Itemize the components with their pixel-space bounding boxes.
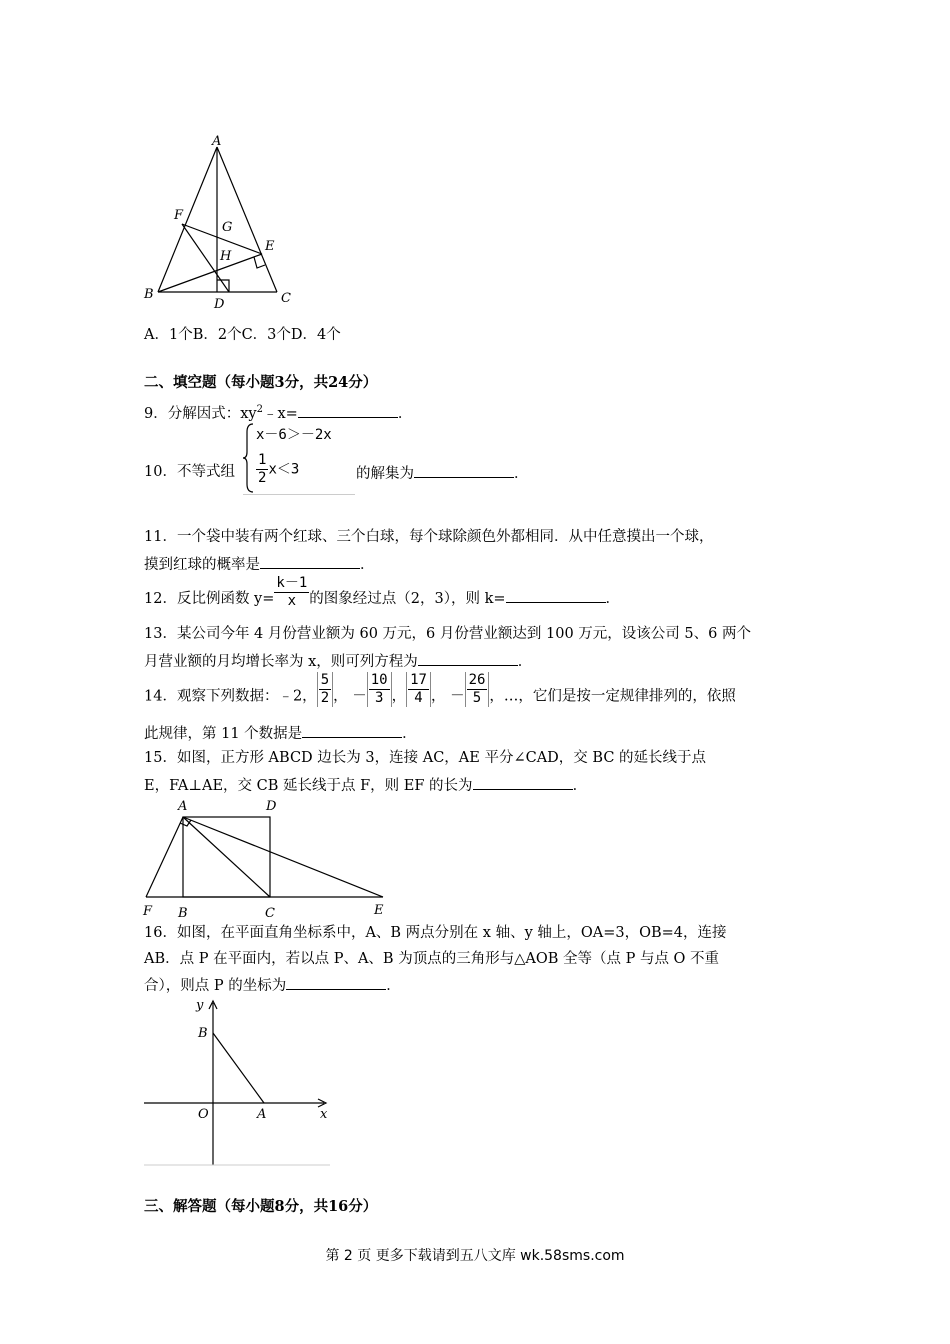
q9-end: ． [397,405,413,422]
q14-suffix: ，…，它们是按一定规律排列的，依照 [489,688,736,705]
q14-f1-num: 5 [320,672,330,688]
fig3-label-x: x [320,1107,328,1122]
q13-line2-wrap [144,650,532,672]
section3-heading: 三、解答题（每小题8分，共16分） [144,1198,378,1215]
q15-line1: 15．如图，正方形 ABCD 边长为 3，连接 AC，AE 平分∠CAD，交 BC 的延长线于点 [144,750,707,766]
q14-line1: 14．观察下列数据：﹣2， $\frac{5}{2}$ ， － $\frac{10}{3}$ ， $\frac{17}{4}$ ， － $\frac{26}{5}$ ，…，它们是按一定规律排列的，依照 [144,672,736,706]
q16-end: ． [386,978,401,994]
label-e: E [265,239,275,254]
q13-answer-blank[interactable] [418,650,518,666]
q12-answer-blank[interactable] [506,587,606,603]
q15-line2-wrap [144,774,587,796]
fig3-label-y: y [196,998,204,1013]
q14-f3-den: 4 [414,690,423,706]
q15-line2: E，FA⊥AE，交 CB 延长线于点 F，则 EF 的长为 [144,778,473,794]
fig2-label-b: B [178,906,188,921]
q12-end: ． [605,591,621,607]
segment-ae [183,817,383,897]
square-figure [140,795,395,925]
q9-prefix: 9．分解因式：xy [144,405,257,422]
fig3-label-b: B [198,1026,208,1041]
q10-end: ． [514,466,529,482]
label-b: B [144,287,154,302]
q14-prefix: 14．观察下列数据：﹣2， [144,688,317,705]
q14-f4-num: 26 [468,672,486,688]
q12 [144,574,621,610]
label-c: C [281,291,291,306]
fig3-label-a: A [257,1107,267,1122]
q11-line2: 摸到红球的概率是 [144,557,260,573]
coordinate-figure [140,995,340,1170]
q14-end: ． [402,726,417,742]
q15-end: ． [572,778,588,794]
q10-frac-den: 2 [258,470,267,486]
fig3-label-o: O [198,1107,209,1122]
fig2-label-f: F [143,904,153,919]
q16-line3-wrap [144,974,401,996]
fig2-label-c: C [265,906,275,921]
q14-line2-wrap [144,722,417,744]
q9-suffix: ﹣x= [262,405,298,422]
fig2-label-e: E [374,903,384,918]
q14-f2-num: 10 [370,672,388,688]
label-g: G [222,220,233,235]
q10-answer-blank[interactable] [414,462,514,478]
q10-suffix: 的解集为 [356,466,414,482]
q16-answer-blank[interactable] [286,974,386,990]
label-h: H [220,249,232,264]
q12-prefix: 12．反比例函数 y= [144,591,275,607]
q16-line3: 合），则点 P 的坐标为 [144,978,287,994]
q15-answer-blank[interactable] [473,774,573,790]
q10-system [243,422,355,495]
q12-suffix: 的图象经过点（2，3），则 k= [309,591,506,607]
triangle-figure [140,132,300,312]
q11-line1: 11．一个袋中装有两个红球、三个白球，每个球除颜色外都相同．从中任意摸出一个球， [144,529,714,545]
label-a: A [212,134,222,149]
q11-line2-wrap [144,553,375,575]
q11-answer-blank[interactable] [260,553,360,569]
fig2-label-d: D [266,799,277,814]
q16-line2: AB．点 P 在平面内，若以点 P、A、B 为顶点的三角形与△AOB 全等（点 P 与点 O 不重 [144,951,720,967]
label-f: F [174,208,184,223]
q10-frac-num: 1 [258,452,267,468]
brace-icon [243,422,255,494]
segment-ac [183,817,270,897]
q10-line2-rest: x＜3 [268,461,300,478]
segment-ab [213,1033,264,1103]
q9-sup: 2 [256,404,263,415]
q13-line2: 月营业额的月均增长率为 x，则可列方程为 [144,654,418,670]
q14-f3-num: 17 [410,672,427,688]
q9 [144,400,412,424]
q10-tail [356,462,529,484]
section2-heading: 二、填空题（每小题3分，共24分） [144,374,378,391]
q12-frac-den: x [287,592,297,609]
side-ab [158,147,217,292]
q10-line2 [256,452,299,487]
q14-answer-blank[interactable] [302,722,402,738]
q16-line1: 16．如图，在平面直角坐标系中，A、B 两点分别在 x 轴、y 轴上，OA=3，OB=4，连接 [144,925,727,941]
q12-frac-num: k－1 [276,574,308,591]
q14-f4-den: 5 [472,690,482,706]
q13-line1: 13．某公司今年 4 月份营业额为 60 万元，6 月份营业额达到 100 万元，设该公司 5、6 两个 [144,626,751,642]
q9-answer-blank[interactable] [298,402,398,418]
q11-end: ． [360,557,375,573]
q8-options: A．1个B．2个C．3个D．4个 [144,327,341,343]
fig2-label-a: A [178,799,188,814]
q14-line2: 此规律，第 11 个数据是 [144,726,303,742]
page-footer: 第 2 页 更多下载请到五八文库 wk.58sms.com [325,1248,625,1264]
q10-prefix: 10．不等式组 [144,464,235,480]
q14-f1-den: 2 [320,690,330,706]
segment-fa [146,817,183,897]
q13-end: ． [517,654,533,670]
label-d: D [214,297,225,312]
segment-be [158,254,262,292]
q10-line1: x－6＞－2x [256,427,332,443]
q14-f2-den: 3 [374,690,384,706]
